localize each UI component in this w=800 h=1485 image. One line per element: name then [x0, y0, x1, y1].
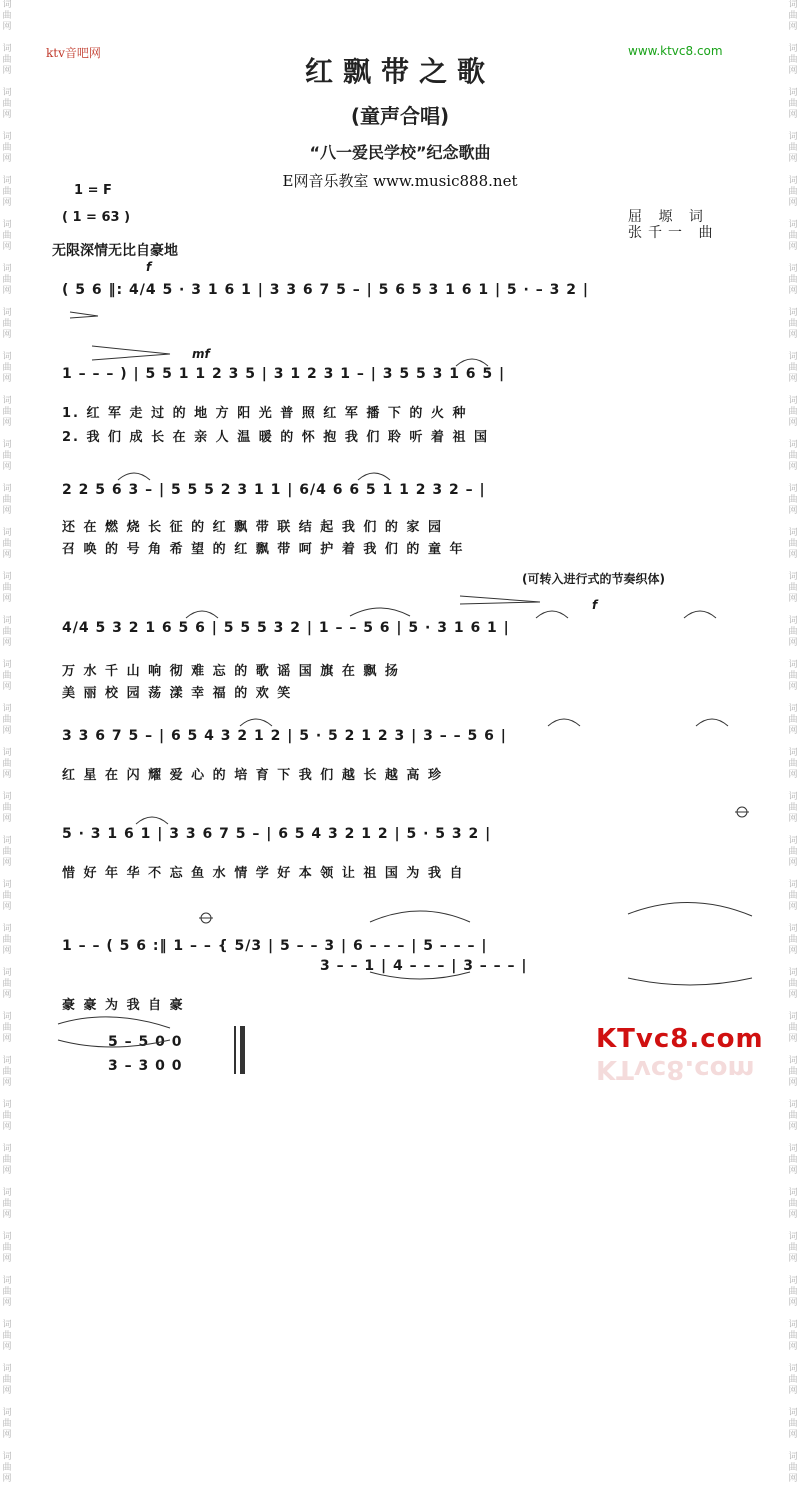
lyric-line-6: 惜 好 年 华 不 忘 鱼 水 情 学 好 本 领 让 祖 国 为 我 自 — [62, 866, 465, 881]
song-dedication: “八一爱民学校”纪念歌曲 — [309, 143, 491, 162]
staff-system-6: 5 · 3 1 6 1 | 3 3 6 7 5 – | 6 5 4 3 2 1 2 | 5 · 5 3 2 | — [62, 826, 492, 842]
slur-10 — [696, 719, 728, 726]
dynamic-mezzo-forte: mf — [192, 347, 210, 361]
slur-9 — [548, 719, 580, 726]
lyricist-credit: 屈 塬 词 — [628, 209, 709, 225]
tempo-marking: ( 1 = 63 ) — [62, 210, 131, 225]
decrescendo-mark-2 — [92, 354, 170, 360]
tie-lower-2 — [628, 978, 752, 985]
expression-marking: 无限深情无比自豪地 — [52, 243, 178, 259]
lyric-line-verse1-a: 1. 红 军 走 过 的 地 方 阳 光 普 照 红 军 播 下 的 火 种 — [62, 406, 468, 421]
tie-lower-1 — [370, 972, 470, 979]
lyric-line-verse1-c: 万 水 千 山 响 彻 难 忘 的 歌 谣 国 旗 在 飘 扬 — [62, 664, 400, 679]
dynamic-forte-2: f — [592, 598, 598, 612]
staff-system-3: 2 2 5 6 3 – | 5 5 5 2 3 1 1 | 6/4 6 6 5 1 1 2 3 2 – | — [62, 482, 486, 498]
slur-11 — [136, 817, 168, 824]
song-title: 红飘带之歌 — [304, 55, 495, 88]
source-site[interactable]: E网音乐教室 www.music888.net — [282, 172, 518, 190]
lyric-line-5: 红 星 在 闪 耀 爱 心 的 培 育 下 我 们 越 长 越 高 珍 — [62, 768, 443, 783]
dynamic-forte-1: f — [146, 260, 152, 274]
staff-system-5: 3 3 6 7 5 – | 6 5 4 3 2 1 2 | 5 · 5 2 1 2 3 | 3 – – 5 6 | — [62, 728, 507, 744]
staff-system-4: 4/4 5 3 2 1 6 5 6 | 5 5 5 3 2 | 1 – – 5 6 | 5 · 3 1 6 1 | — [62, 620, 510, 636]
right-watermark-strip: 词 曲 网 词 曲 网 词 曲 网 词 曲 网 词 曲 网 词 曲 网 词 曲 网 词 曲 网 词 曲 网 词 曲 网 词 曲 网 词 曲 网 词 曲 网 词 曲 网 词 曲 网 词 曲 网 词 曲 网 词 曲 网 词 曲 网 词 曲 网 词 曲 网 词 曲 网 词 曲 网 词 曲 网 词 曲 网 词 曲 网 词 曲 网 词 曲 网 词 曲 网 词 曲 网 词 曲 网 词 曲 网 词 曲 网 词 曲 网 — [788, 0, 798, 1484]
slur-4 — [186, 611, 218, 618]
final-barline-thick — [240, 1026, 245, 1074]
site-label-right[interactable]: www.ktvc8.com — [628, 44, 723, 58]
slur-3 — [358, 473, 390, 480]
slur-1 — [456, 359, 488, 366]
composer-credit: 张千一 曲 — [628, 225, 719, 241]
tie-upper-1 — [370, 911, 470, 922]
tie-upper-2 — [628, 902, 752, 916]
slur-5 — [350, 608, 410, 616]
staff-system-1: ( 5 6 ‖: 4/4 5 · 3 1 6 1 | 3 3 6 7 5 – | 5 6 5 3 1 6 1 | 5 · – 3 2 | — [62, 282, 589, 298]
site-label-left[interactable]: ktv音吧网 — [46, 46, 101, 60]
left-watermark-strip: 词 曲 网 词 曲 网 词 曲 网 词 曲 网 词 曲 网 词 曲 网 词 曲 网 词 曲 网 词 曲 网 词 曲 网 词 曲 网 词 曲 网 词 曲 网 词 曲 网 词 曲 网 词 曲 网 词 曲 网 词 曲 网 词 曲 网 词 曲 网 词 曲 网 词 曲 网 词 曲 网 词 曲 网 词 曲 网 词 曲 网 词 曲 网 词 曲 网 词 曲 网 词 曲 网 词 曲 网 词 曲 网 词 曲 网 词 曲 网 — [2, 0, 12, 1484]
slur-7 — [684, 611, 716, 618]
lyric-line-verse2-c: 美 丽 校 园 荡 漾 幸 福 的 欢 笑 — [62, 686, 293, 701]
lyric-line-7: 豪 豪 为 我 自 豪 — [62, 998, 185, 1013]
performance-note: (可转入进行式的节奏织体) — [522, 572, 665, 586]
slur-2 — [118, 473, 150, 480]
crescendo-mark-2 — [70, 316, 98, 318]
logo-text: KTvc8.com — [596, 1024, 764, 1054]
lyric-line-verse2-b: 召 唤 的 号 角 希 望 的 红 飘 带 呵 护 着 我 们 的 童 年 — [62, 542, 465, 557]
final-upper-voice: 5 – 5 0 0 — [108, 1034, 183, 1050]
crescendo-mark — [70, 312, 98, 316]
accent-line — [460, 596, 540, 602]
final-lower-voice: 3 – 3 0 0 — [108, 1058, 183, 1074]
final-tie-upper — [58, 1017, 170, 1028]
logo-reflection: KTvc8.com — [596, 1054, 755, 1084]
lyric-line-verse2-a: 2. 我 们 成 长 在 亲 人 温 暖 的 怀 抱 我 们 聆 听 着 祖 国 — [62, 430, 489, 445]
decrescendo-mark — [92, 346, 170, 354]
staff-system-7-lower: 3 – – 1 | 4 – – – | 3 – – – | — [320, 958, 528, 974]
slur-8 — [240, 719, 272, 726]
final-barline-thin — [234, 1026, 236, 1074]
key-signature: 1 = F — [74, 183, 112, 198]
accent-line-2 — [460, 602, 540, 604]
ktvc8-logo[interactable] — [596, 1024, 764, 1094]
staff-system-7-upper: 1 – – ( 5 6 :‖ 1 – – { 5/3 | 5 – – 3 | 6 – – – | 5 – – – | — [62, 938, 488, 954]
song-subtitle: (童声合唱) — [350, 104, 450, 128]
final-tie-lower — [58, 1040, 170, 1047]
lyric-line-verse1-b: 还 在 燃 烧 长 征 的 红 飘 带 联 结 起 我 们 的 家 园 — [62, 520, 443, 535]
slur-6 — [536, 611, 568, 618]
staff-system-2: 1 – – – ) | 5 5 1 1 2 3 5 | 3 1 2 3 1 – | 3 5 5 3 1 6 5 | — [62, 366, 506, 382]
